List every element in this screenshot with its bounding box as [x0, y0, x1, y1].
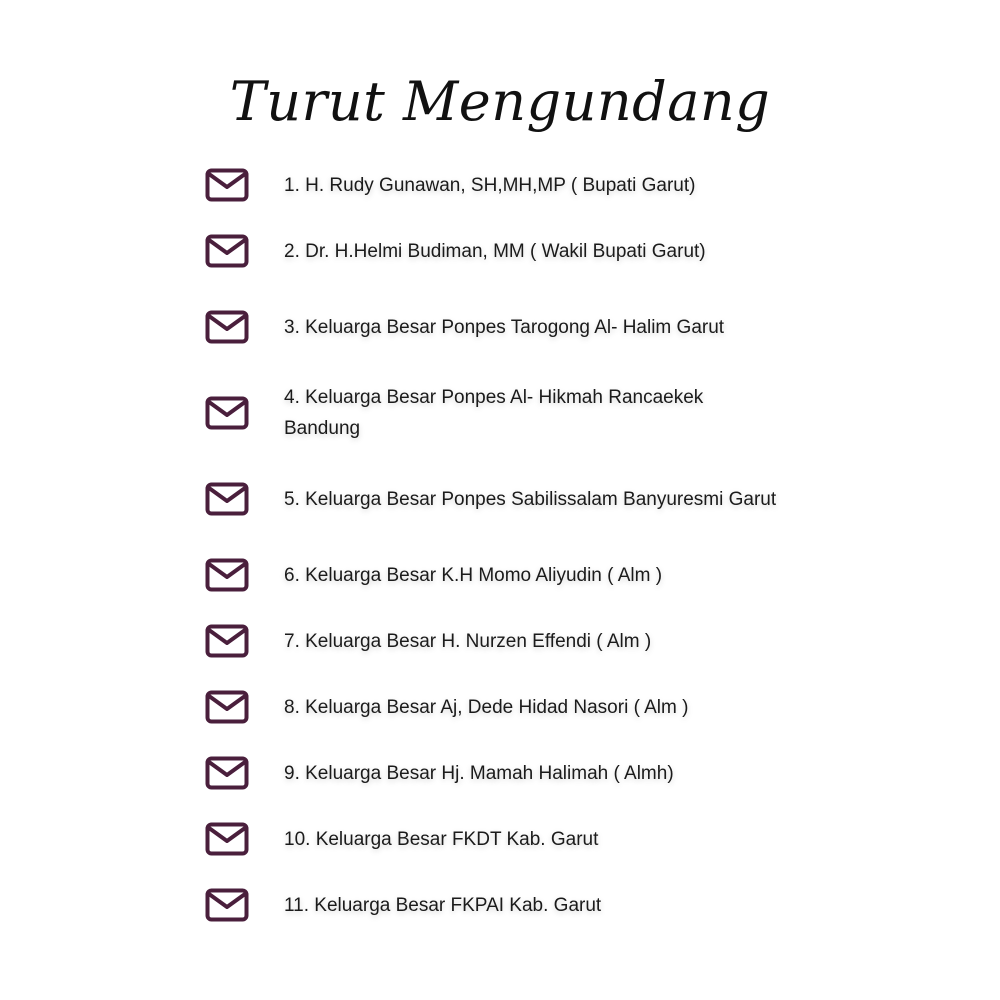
list-item: [200, 674, 800, 740]
list-item-label: 11. Keluarga Besar FKPAI Kab. Garut: [284, 894, 602, 916]
list-item-label: 4. Keluarga Besar Ponpes Al- Hikmah Rancaekek Bandung: [284, 387, 704, 439]
list-item: [200, 152, 800, 218]
list-item-label: 10. Keluarga Besar FKDT Kab. Garut: [284, 828, 599, 850]
list-item-label: 8. Keluarga Besar Aj, Dede Hidad Nasori ( Alm ): [284, 696, 689, 718]
envelope-icon: [204, 754, 250, 792]
envelope-icon: [204, 480, 250, 518]
list-item: [200, 284, 800, 370]
envelope-icon: [204, 688, 250, 726]
envelope-icon: [204, 394, 250, 432]
envelope-icon: [204, 556, 250, 594]
list-item: [200, 218, 800, 284]
list-item-label: 3. Keluarga Besar Ponpes Tarogong Al- Halim Garut: [284, 316, 725, 338]
list-item: [200, 806, 800, 872]
list-item: [200, 740, 800, 806]
list-item: [200, 542, 800, 608]
envelope-icon: [204, 820, 250, 858]
list-item-label: 5. Keluarga Besar Ponpes Sabilissalam Banyuresmi Garut: [284, 488, 777, 510]
list-item: [200, 370, 800, 456]
list-item: [200, 608, 800, 674]
list-item: [200, 456, 800, 542]
list-item-label: 6. Keluarga Besar K.H Momo Aliyudin ( Alm ): [284, 564, 663, 586]
envelope-icon: [204, 622, 250, 660]
envelope-icon: [204, 886, 250, 924]
list-item-label: 2. Dr. H.Helmi Budiman, MM ( Wakil Bupati Garut): [284, 240, 706, 262]
envelope-icon: [204, 232, 250, 270]
list-item-label: 1. H. Rudy Gunawan, SH,MH,MP ( Bupati Garut): [284, 174, 696, 196]
list-item: [200, 872, 800, 938]
page-title: Turut Mengundang: [229, 70, 771, 133]
invitee-list: [200, 152, 800, 938]
envelope-icon: [204, 308, 250, 346]
list-item-label: 9. Keluarga Besar Hj. Mamah Halimah ( Almh): [284, 762, 674, 784]
envelope-icon: [204, 166, 250, 204]
list-item-label: 7. Keluarga Besar H. Nurzen Effendi ( Alm ): [284, 630, 652, 652]
